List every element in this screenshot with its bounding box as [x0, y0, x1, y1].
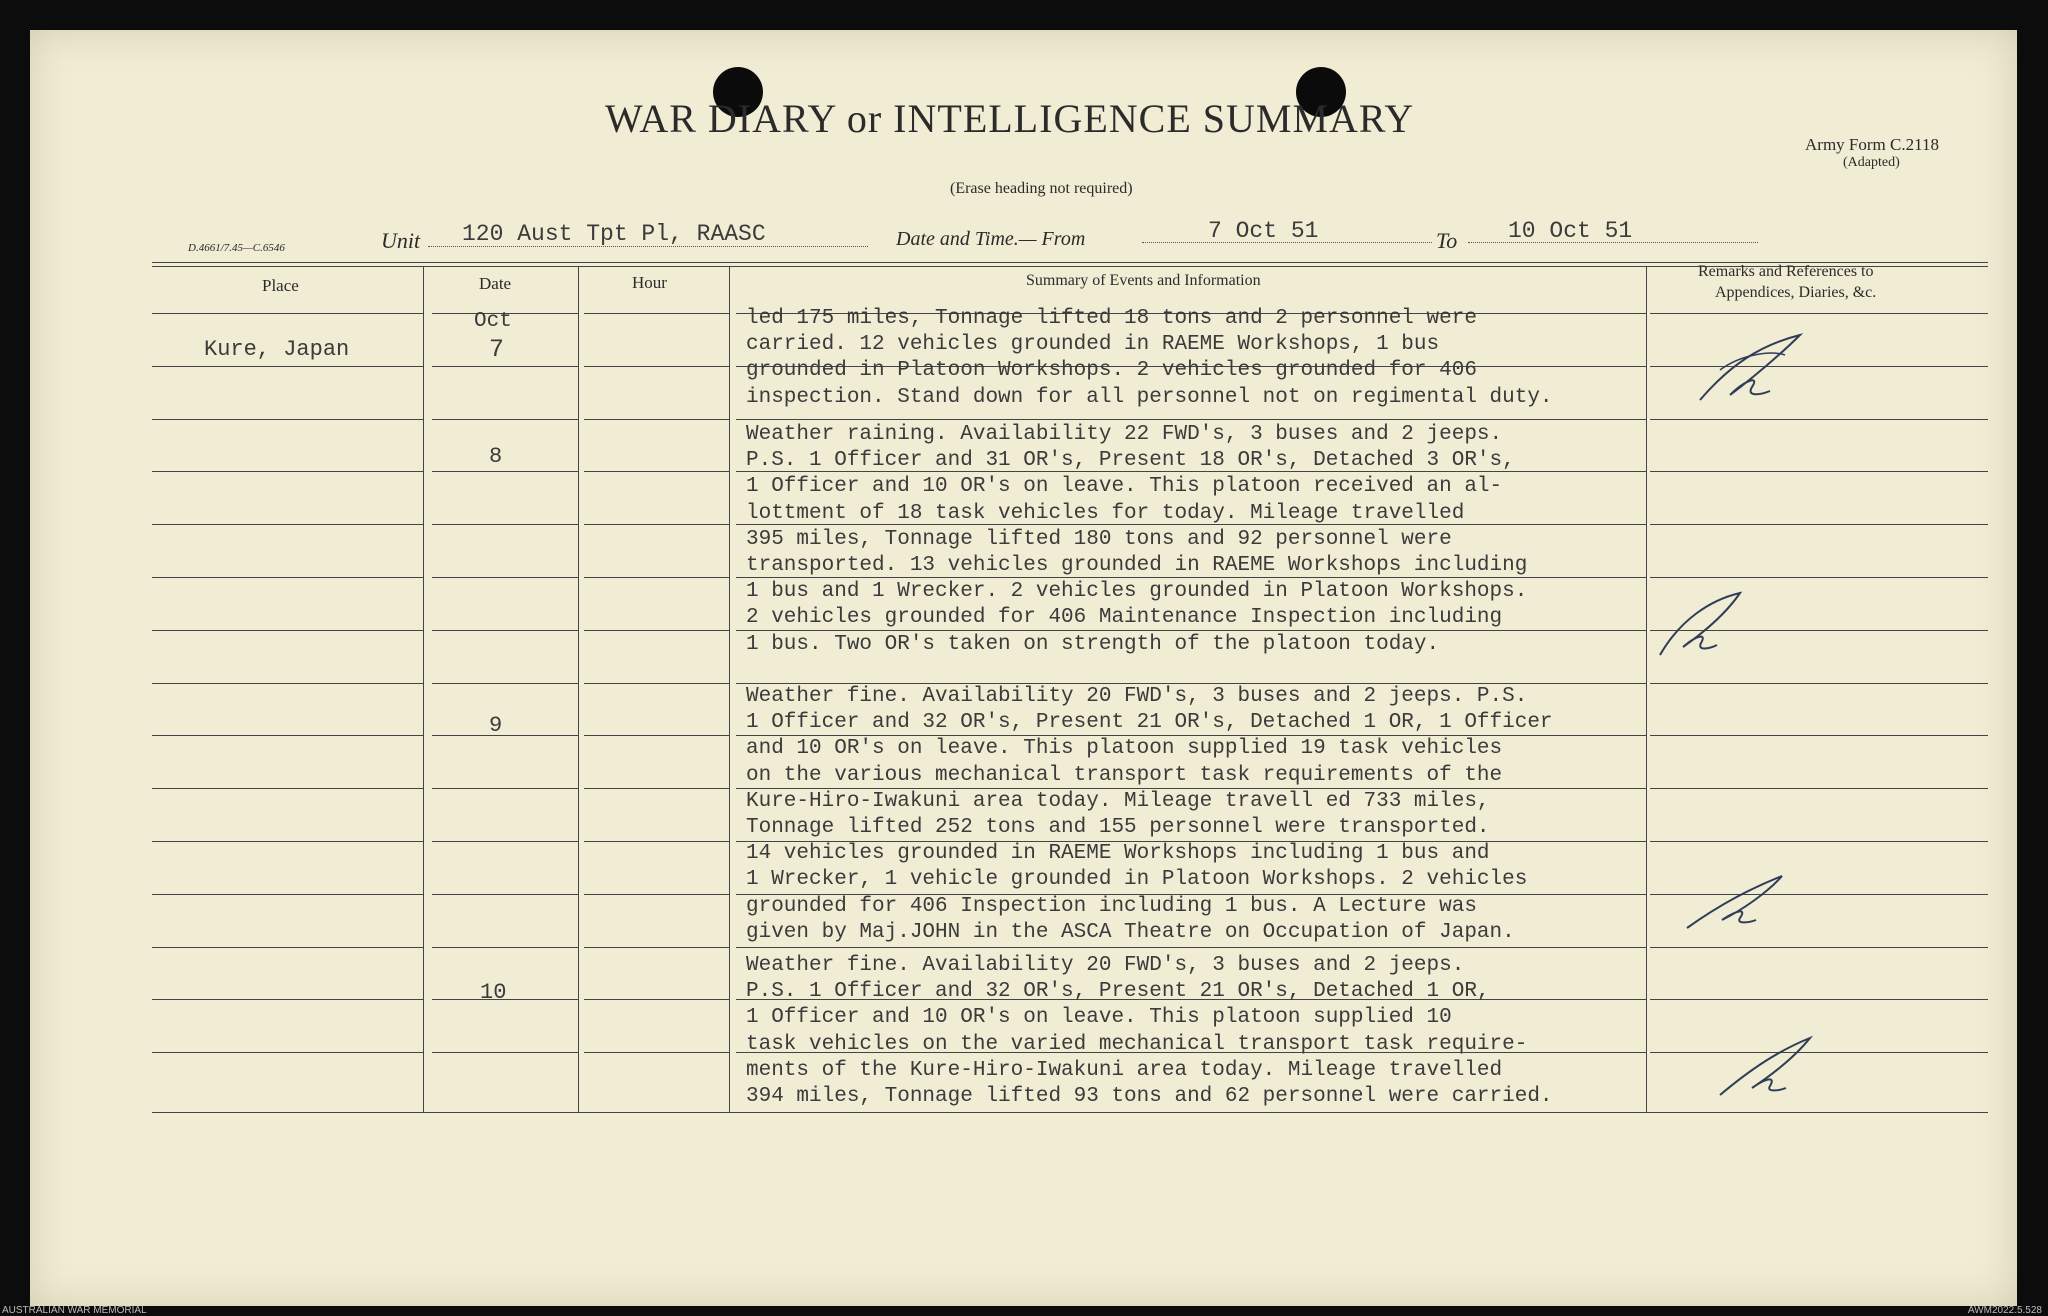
place-value: Kure, Japan: [204, 337, 350, 362]
ruled-line: [584, 524, 729, 525]
ruled-line: [584, 577, 729, 578]
summary-line: inspection. Stand down for all personnel not on regimental duty.: [746, 385, 1553, 409]
form-reference-note: (Adapted): [1843, 155, 1900, 170]
summary-line: grounded for 406 Inspection including 1 bus. A Lecture was: [746, 894, 1477, 918]
ruled-line: [432, 471, 578, 472]
summary-line: led 175 miles, Tonnage lifted 18 tons and 2 personnel were: [746, 307, 1477, 330]
date-month: Oct: [474, 310, 512, 333]
page-title: WAR DIARY or INTELLIGENCE SUMMARY: [605, 96, 1415, 141]
bottom-strip: [0, 1306, 2048, 1316]
unit-label: Unit: [381, 228, 421, 253]
summary-line: and 10 OR's on leave. This platoon supplied 19 task vehicles: [746, 737, 1503, 761]
summary-line: ments of the Kure-Hiro-Iwakuni area today. Mileage travelled: [746, 1058, 1503, 1082]
form-reference: Army Form C.2118: [1805, 135, 1939, 154]
summary-line: Tonnage lifted 252 tons and 155 personnel were transported.: [746, 816, 1490, 839]
initials-signature-4: [1712, 1030, 1822, 1105]
ruled-line: [584, 630, 729, 631]
summary-line: 14 vehicles grounded in RAEME Workshops including 1 bus and: [746, 842, 1490, 866]
ruled-line: [152, 366, 423, 367]
ruled-line: [584, 471, 729, 472]
summary-line: Weather fine. Availability 20 FWD's, 3 buses and 2 jeeps. P.S.: [746, 685, 1528, 708]
column-divider-place: [423, 266, 424, 1112]
ruled-line: [152, 841, 423, 842]
footer-credit: AUSTRALIAN WAR MEMORIAL: [2, 1305, 147, 1316]
summary-line: lottment of 18 task vehicles for today. Mileage travelled: [746, 501, 1465, 525]
ruled-line: [152, 683, 423, 684]
ruled-line: [584, 788, 729, 789]
initials-signature-3: [1682, 868, 1792, 938]
summary-line: on the various mechanical transport task requirements of the: [746, 763, 1503, 787]
ruled-line: [1650, 788, 1988, 789]
summary-line: 394 miles, Tonnage lifted 93 tons and 62 personnel were carried.: [746, 1085, 1553, 1108]
page-subtitle: (Erase heading not required): [950, 180, 1133, 197]
unit-dotted-line: [428, 246, 868, 247]
ruled-line: [152, 313, 423, 314]
ruled-line: [432, 683, 578, 684]
summary-line: P.S. 1 Officer and 31 OR's, Present 18 OR's, Detached 3 OR's,: [746, 449, 1515, 473]
initials-signature-1: [1690, 325, 1820, 415]
ruled-line: [152, 1052, 423, 1053]
ruled-line: [432, 894, 578, 895]
ruled-line: [584, 999, 729, 1000]
ruled-line: [736, 419, 1646, 420]
summary-line: Kure-Hiro-Iwakuni area today. Mileage travell ed 733 miles,: [746, 789, 1490, 813]
ruled-line: [584, 313, 729, 314]
ruled-line: [152, 735, 423, 736]
summary-line: given by Maj.JOHN in the ASCA Theatre on Occupation of Japan.: [746, 920, 1515, 944]
column-divider-hour: [729, 266, 730, 1112]
summary-line: 1 Wrecker, 1 vehicle grounded in Platoon Workshops. 2 vehicles: [746, 868, 1528, 892]
summary-line: 1 bus and 1 Wrecker. 2 vehicles grounded in Platoon Workshops.: [746, 580, 1528, 604]
ruled-line: [432, 788, 578, 789]
ruled-line: [152, 947, 423, 948]
ruled-line: [584, 1052, 729, 1053]
ruled-line: [1650, 735, 1988, 736]
ruled-line: [1650, 577, 1988, 578]
ruled-line: [1650, 841, 1988, 842]
ruled-line: [1650, 419, 1988, 420]
summary-line: 1 Officer and 32 OR's, Present 21 OR's, Detached 1 OR, 1 Officer: [746, 711, 1553, 735]
ruled-line: [584, 947, 729, 948]
column-divider-summary: [1646, 266, 1647, 1112]
ruled-line: [152, 894, 423, 895]
ruled-line: [1650, 947, 1988, 948]
column-header-remarks-line2: Appendices, Diaries, &c.: [1715, 284, 1877, 301]
ruled-line: [1650, 524, 1988, 525]
ruled-line: [432, 947, 578, 948]
summary-line: 2 vehicles grounded for 406 Maintenance Inspection including: [746, 606, 1503, 630]
ruled-line: [432, 1052, 578, 1053]
table-bottom-rule: [152, 1112, 1988, 1113]
ruled-line: [736, 947, 1646, 948]
ruled-line: [584, 894, 729, 895]
ruled-line: [152, 471, 423, 472]
summary-line: carried. 12 vehicles grounded in RAEME Workshops, 1 bus: [746, 333, 1440, 357]
from-label: Date and Time.— From: [896, 228, 1086, 250]
summary-line: Weather raining. Availability 22 FWD's, 3 buses and 2 jeeps.: [746, 423, 1503, 446]
ruled-line: [432, 577, 578, 578]
summary-line: P.S. 1 Officer and 32 OR's, Present 21 OR's, Detached 1 OR,: [746, 980, 1490, 1004]
summary-line: grounded in Platoon Workshops. 2 vehicles grounded for 406: [746, 359, 1477, 383]
summary-line: Weather fine. Availability 20 FWD's, 3 buses and 2 jeeps.: [746, 954, 1465, 977]
column-header-hour: Hour: [632, 273, 667, 292]
date-9: 9: [489, 713, 503, 738]
column-header-date: Date: [479, 274, 512, 293]
date-7: 7: [489, 335, 505, 364]
footer-accession-number: AWM2022.5.528: [1967, 1305, 2042, 1316]
date-8: 8: [489, 444, 503, 469]
summary-line: transported. 13 vehicles grounded in RAEME Workshops including: [746, 554, 1528, 577]
ruled-line: [152, 577, 423, 578]
column-header-summary: Summary of Events and Information: [1026, 272, 1261, 289]
ruled-line: [152, 630, 423, 631]
from-dotted-line: [1142, 242, 1432, 243]
summary-line: 1 bus. Two OR's taken on strength of the platoon today.: [746, 632, 1440, 656]
summary-line: task vehicles on the varied mechanical transport task require-: [746, 1032, 1528, 1056]
column-header-place: Place: [262, 276, 299, 295]
ruled-line: [152, 419, 423, 420]
unit-value: 120 Aust Tpt Pl, RAASC: [462, 221, 766, 247]
ruled-line: [152, 999, 423, 1000]
initials-signature-2: [1645, 585, 1755, 670]
ruled-line: [432, 735, 578, 736]
ruled-line: [152, 524, 423, 525]
ruled-line: [584, 683, 729, 684]
ruled-line: [1650, 313, 1988, 314]
ruled-line: [432, 419, 578, 420]
ruled-line: [432, 841, 578, 842]
summary-line: 1 Officer and 10 OR's on leave. This platoon received an al-: [746, 475, 1503, 499]
ruled-line: [584, 366, 729, 367]
ruled-line: [584, 419, 729, 420]
ruled-line: [584, 841, 729, 842]
summary-line: 1 Officer and 10 OR's on leave. This platoon supplied 10: [746, 1006, 1452, 1030]
ruled-line: [584, 735, 729, 736]
ruled-line: [432, 630, 578, 631]
print-code: D.4661/7.45—C.6546: [188, 242, 285, 254]
ruled-line: [152, 788, 423, 789]
ruled-line: [1650, 683, 1988, 684]
ruled-line: [432, 524, 578, 525]
to-label: To: [1436, 228, 1458, 253]
to-value: 10 Oct 51: [1508, 218, 1633, 244]
ruled-line: [1650, 471, 1988, 472]
column-divider-date: [578, 266, 579, 1112]
date-10: 10: [480, 980, 507, 1005]
ruled-line: [432, 366, 578, 367]
summary-line: 395 miles, Tonnage lifted 180 tons and 92 personnel were: [746, 527, 1452, 551]
to-dotted-line: [1468, 242, 1758, 243]
ruled-line: [1650, 999, 1988, 1000]
column-header-remarks-line1: Remarks and References to: [1698, 263, 1874, 280]
from-value: 7 Oct 51: [1208, 218, 1319, 244]
